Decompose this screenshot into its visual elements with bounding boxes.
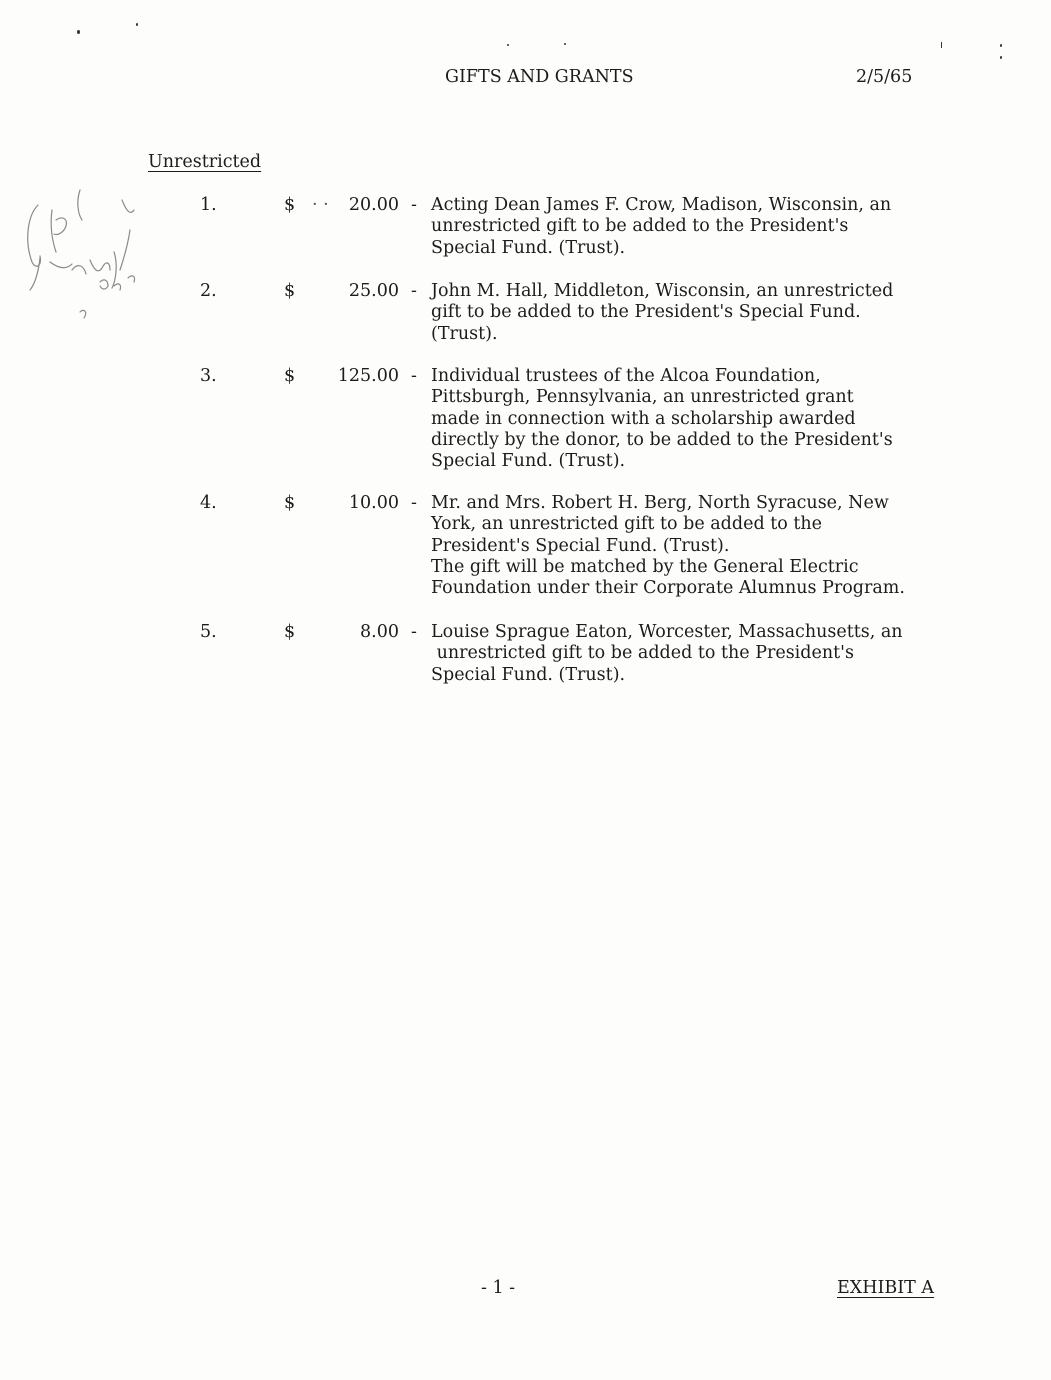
entry-number: 5. [200, 622, 217, 642]
description-line: Foundation under their Corporate Alumnus Program. [431, 578, 905, 599]
currency-symbol: $ [284, 195, 296, 215]
description-line: Individual trustees of the Alcoa Foundation, [431, 366, 821, 386]
document-date: 2/5/65 [856, 67, 913, 87]
scan-speck [77, 30, 80, 34]
scan-speck [1000, 56, 1002, 59]
description-line: John M. Hall, Middleton, Wisconsin, an unrestricted [431, 281, 894, 301]
description-line: Pittsburgh, Pennsylvania, an unrestricted grant [431, 387, 854, 408]
description-line: (Trust). [431, 323, 498, 344]
gift-description [431, 195, 891, 259]
page-number: - 1 - [481, 1278, 516, 1298]
gift-description [431, 622, 903, 686]
handwritten-annotation [10, 170, 150, 340]
gift-amount: 125.00 [337, 366, 399, 386]
gift-description [431, 493, 905, 599]
description-line: unrestricted gift to be added to the President's [431, 643, 854, 664]
scan-speck [136, 23, 138, 26]
scan-speck [507, 44, 509, 46]
entry-number: 3. [200, 366, 217, 386]
exhibit-label: EXHIBIT A [837, 1278, 935, 1298]
gift-amount: 8.00 [360, 622, 399, 642]
description-line: Special Fund. (Trust). [431, 451, 626, 472]
scan-dots: · · [312, 195, 329, 215]
currency-symbol: $ [284, 281, 296, 301]
gift-amount: 20.00 [348, 195, 399, 215]
gift-amount: 25.00 [348, 281, 399, 301]
section-heading: Unrestricted [148, 152, 262, 172]
description-line: Mr. and Mrs. Robert H. Berg, North Syracuse, New [431, 493, 889, 513]
separator-dash: - [411, 622, 417, 642]
description-line: gift to be added to the President's Special Fund. [431, 302, 861, 323]
description-line: unrestricted gift to be added to the President's [431, 216, 849, 237]
description-line: Acting Dean James F. Crow, Madison, Wisconsin, an [431, 195, 892, 215]
entry-number: 2. [200, 281, 217, 301]
entry-number: 4. [200, 493, 217, 513]
description-line: directly by the donor, to be added to the President's [431, 429, 893, 450]
description-line: The gift will be matched by the General Electric [431, 556, 859, 577]
scan-speck [941, 42, 942, 48]
separator-dash: - [411, 281, 417, 301]
description-line: York, an unrestricted gift to be added to the [431, 514, 822, 535]
gift-description [431, 366, 893, 472]
description-line: Special Fund. (Trust). [431, 237, 626, 258]
currency-symbol: $ [284, 622, 296, 642]
scan-speck [564, 43, 566, 45]
gift-amount: 10.00 [348, 493, 399, 513]
gift-description [431, 281, 893, 345]
page-title: GIFTS AND GRANTS [445, 67, 634, 87]
currency-symbol: $ [284, 366, 296, 386]
separator-dash: - [411, 195, 417, 215]
description-line: President's Special Fund. (Trust). [431, 535, 730, 556]
description-line: Louise Sprague Eaton, Worcester, Massachusetts, an [431, 622, 903, 642]
description-line: made in connection with a scholarship awarded [431, 408, 856, 429]
description-line: Special Fund. (Trust). [431, 664, 626, 685]
separator-dash: - [411, 493, 417, 513]
currency-symbol: $ [284, 493, 296, 513]
entry-number: 1. [200, 195, 217, 215]
scan-speck [1000, 44, 1002, 47]
separator-dash: - [411, 366, 417, 386]
